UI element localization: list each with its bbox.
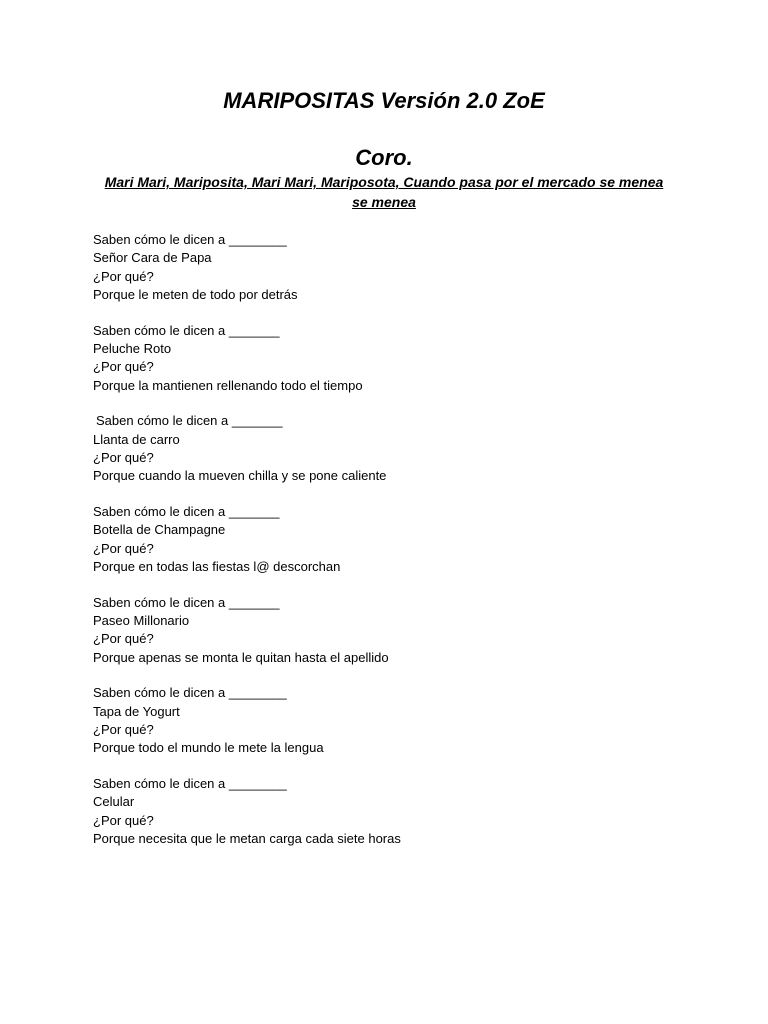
verse-question: Saben cómo le dicen a _______	[96, 413, 283, 429]
verse-answer: Paseo Millonario	[93, 613, 190, 629]
verse-answer: Llanta de carro	[93, 431, 180, 447]
verse-reason: Porque le meten de todo por detrás	[93, 286, 298, 302]
verse-5	[93, 594, 713, 667]
verse-question: Saben cómo le dicen a _______	[93, 594, 280, 610]
verse-reason: Porque necesita que le metan carga cada siete horas	[93, 831, 401, 847]
verse-answer: Botella de Champagne	[93, 522, 226, 538]
verse-question: Saben cómo le dicen a _______	[93, 504, 280, 520]
verse-reason: Porque en todas las fiestas l@ descorchan	[93, 558, 341, 574]
verse-answer: Celular	[93, 794, 135, 810]
verse-why: ¿Por qué?	[93, 359, 154, 375]
verse-1	[93, 231, 713, 304]
chorus-heading: Coro.	[355, 145, 413, 170]
verse-question: Saben cómo le dicen a _______	[93, 322, 280, 338]
verse-reason: Porque apenas se monta le quitan hasta el apellido	[93, 649, 389, 665]
verse-why: ¿Por qué?	[93, 722, 154, 738]
verse-answer: Peluche Roto	[93, 340, 172, 356]
verse-why: ¿Por qué?	[93, 540, 154, 556]
document-title: MARIPOSITAS Versión 2.0 ZoE	[223, 88, 545, 113]
verse-4	[93, 503, 713, 576]
verse-reason: Porque cuando la mueven chilla y se pone caliente	[93, 468, 387, 484]
verse-why: ¿Por qué?	[93, 268, 154, 284]
verse-list	[93, 231, 713, 866]
verse-2	[93, 322, 713, 395]
verse-answer: Señor Cara de Papa	[93, 250, 212, 266]
verse-answer: Tapa de Yogurt	[93, 703, 180, 719]
chorus-text: Mari Mari, Mariposita, Mari Mari, Mariposota, Cuando pasa por el mercado se menea se menea	[104, 174, 664, 210]
verse-reason: Porque todo el mundo le mete la lengua	[93, 740, 324, 756]
verse-why: ¿Por qué?	[93, 449, 154, 465]
verse-question: Saben cómo le dicen a ________	[93, 685, 287, 701]
verse-why: ¿Por qué?	[93, 631, 154, 647]
verse-question: Saben cómo le dicen a ________	[93, 232, 287, 247]
verse-3	[93, 412, 713, 485]
verse-6	[93, 684, 713, 757]
verse-why: ¿Por qué?	[93, 812, 154, 828]
verse-7	[93, 775, 713, 848]
verse-reason: Porque la mantienen rellenando todo el tiempo	[93, 377, 363, 393]
verse-question: Saben cómo le dicen a ________	[93, 776, 287, 792]
